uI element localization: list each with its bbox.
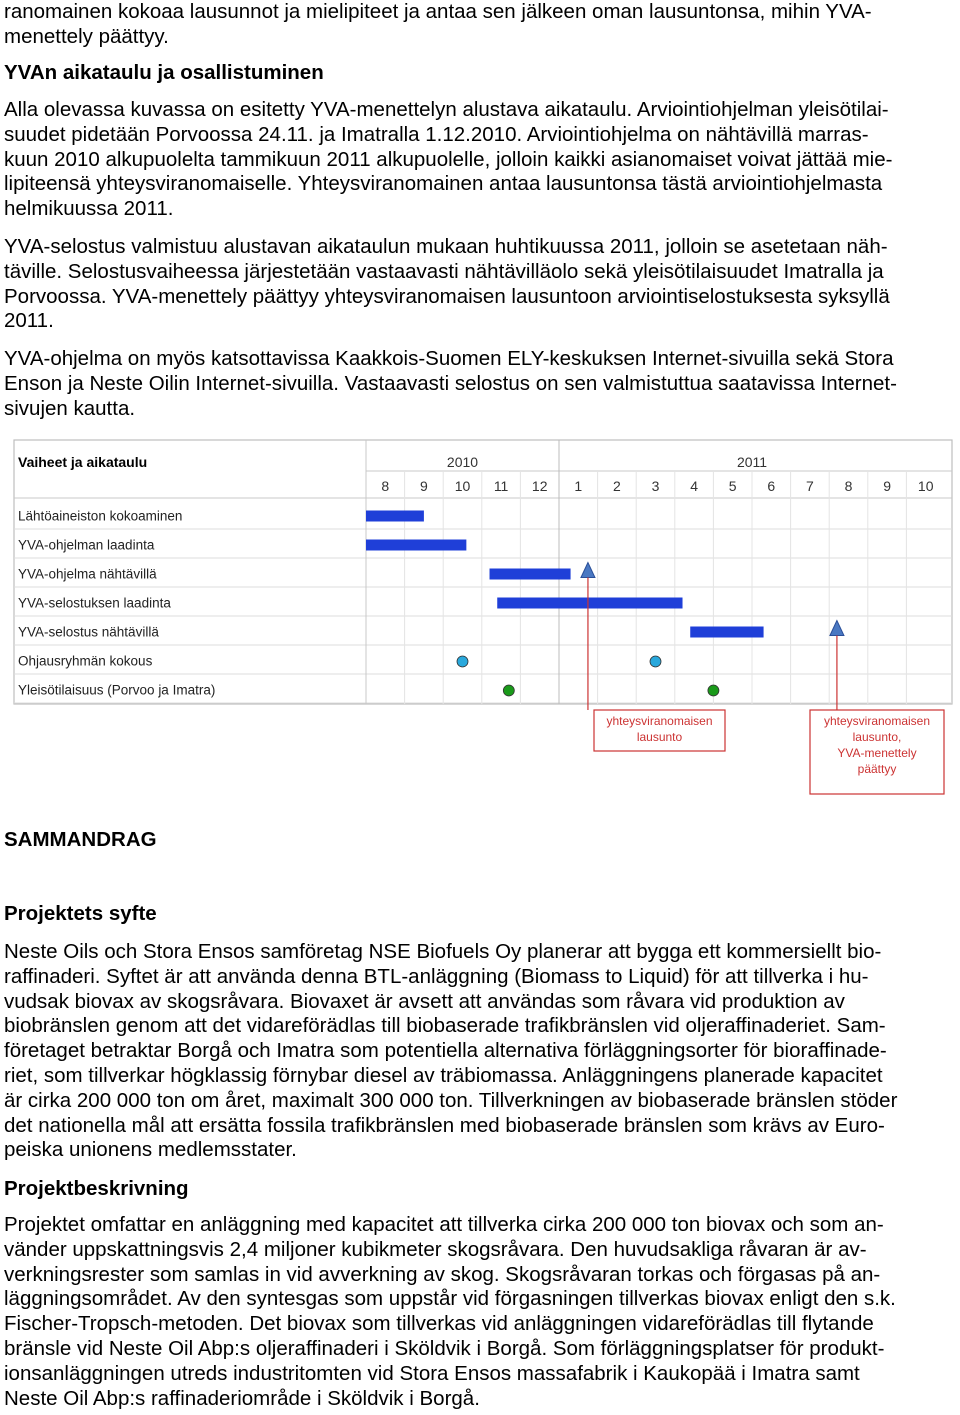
- public-event-marker: [708, 685, 719, 696]
- row-label: YVA-ohjelman laadinta: [18, 537, 155, 553]
- year-label: 2011: [736, 454, 768, 470]
- text-line: Neste Oil Abp:s raffinaderiområde i Sköldvik i Borgå.: [4, 1386, 480, 1410]
- text-line: ranomainen kokoaa lausunnot ja mielipiteet ja antaa sen jälkeen oman lausuntonsa, mihin YVA-: [4, 0, 872, 23]
- month-tick-label: 9: [420, 478, 428, 494]
- text-line: företaget betraktar Borgå och Imatra som potentiella alternativa förläggningsorter för bioraffinade-: [4, 1039, 887, 1063]
- month-tick-label: 10: [917, 478, 934, 494]
- month-tick-label: 7: [806, 478, 814, 494]
- month-tick-label: 8: [844, 478, 853, 494]
- month-tick-label: 4: [690, 478, 698, 494]
- row-label: Lähtöaineiston kokoaminen: [18, 508, 183, 524]
- text-line: riet, som tillverkar högklassig förnybar diesel av träbiomassa. Anläggningens planerade kapacitet: [4, 1063, 883, 1087]
- text-line: YVA-ohjelma on myös katsottavissa Kaakkois-Suomen ELY-keskuksen Internet-sivuilla sekä Stora: [4, 347, 894, 370]
- month-tick-label: 11: [493, 478, 509, 494]
- schedule-paragraph-2: [4, 235, 956, 334]
- text-line: raffinaderi. Syftet är att använda denna BTL-anläggning (Biomass to Liquid) för att tillverka i hu-: [4, 964, 869, 988]
- text-line: helmikuussa 2011.: [4, 197, 174, 221]
- description-paragraph: [4, 1213, 956, 1411]
- month-tick-label: 6: [767, 478, 776, 494]
- row-label: YVA-selostuksen laadinta: [18, 595, 171, 611]
- text-line: sivujen kautta.: [4, 396, 136, 420]
- text-line: biobränslen genom att det vidareförädlas till biobaserade trafikbränslen vid oljeraffinaderiet. Sam-: [4, 1014, 886, 1038]
- text-line: täville. Selostusvaiheessa järjestetään vastaavasti nähtävilläolo sekä yleisötilaisuudet Imatralla ja: [4, 259, 884, 283]
- schedule-bar: [366, 540, 466, 551]
- text-line: Projektet omfattar en anläggning med kapacitet att tillverka cirka 200 000 ton biovax och som an-: [4, 1213, 884, 1236]
- row-label: YVA-selostus nähtävillä: [18, 624, 159, 640]
- year-label: 2010: [446, 454, 479, 470]
- callout-text: yhteysviranomaisen: [606, 714, 713, 728]
- schedule-bar: [490, 569, 571, 580]
- callout-text: yhteysviranomaisen: [823, 714, 931, 728]
- text-line: bränsle vid Neste Oil Abp:s oljeraffinaderi i Sköldvik i Borgå. Som förläggningsplatser för produkt-: [4, 1336, 885, 1360]
- text-line: Neste Oils och Stora Ensos samföretag NSE Biofuels Oy planerar att bygga ett kommersiellt bio-: [4, 940, 882, 963]
- text-line: 2011.: [4, 309, 54, 333]
- text-line: lipiteensä yhteysviranomaiselle. Yhteysviranomainen antaa lausuntonsa tästä arviointiohjelmasta: [4, 172, 883, 196]
- text-line: menettely päättyy.: [4, 24, 169, 48]
- text-line: det nationella mål att ersätta fossila trafikbränslen med biobaserade bränslen som krävs av Euro-: [4, 1113, 885, 1137]
- text-line: Alla olevassa kuvassa on esitetty YVA-menettelyn alustava aikataulu. Arviointiohjelman yleisötilai-: [4, 98, 889, 121]
- row-label: YVA-ohjelma nähtävillä: [18, 566, 157, 582]
- callout-text: lausunto: [636, 730, 683, 744]
- text-line: är cirka 200 000 ton om året, maximalt 300 000 ton. Tillverkningen av biobaserade bränslen stöder: [4, 1088, 898, 1112]
- text-line: YVA-selostus valmistuu alustavan aikataulun mukaan huhtikuussa 2011, jolloin se asetetaan näh-: [4, 235, 888, 258]
- schedule-bar: [366, 511, 424, 522]
- text-line: vudsak biovax av skogsråvara. Biovaxet är avsett att användas som råvara vid produktion av: [4, 989, 845, 1013]
- callout-text: päättyy: [857, 762, 897, 776]
- schedule-paragraph-1: [4, 98, 956, 222]
- month-tick-label: 10: [454, 478, 471, 494]
- text-line: verkningsrester som samlas in vid avverkning av skog. Skogsråvaran torkas och förgasas på an-: [4, 1262, 881, 1286]
- schedule-gantt-chart: [0, 432, 960, 807]
- purpose-paragraph: [4, 940, 956, 1163]
- purpose-heading: Projektets syfte: [4, 902, 157, 925]
- month-tick-label: 2: [613, 478, 621, 494]
- text-line: suudet pidetään Porvoossa 24.11. ja Imatralla 1.12.2010. Arviointiohjelma on nähtävillä marras-: [4, 122, 869, 146]
- month-tick-label: 9: [883, 478, 891, 494]
- text-line: läggningsområdet. Av den syntesgas som uppstår vid förgasningen tillverkas biovax enligt den s.k.: [4, 1287, 896, 1311]
- text-line: Fischer-Tropsch-metoden. Det biovax som tillverkas vid anläggningen vidareförädlas till flytande: [4, 1312, 874, 1336]
- month-tick-label: 1: [574, 478, 583, 494]
- callout-text: lausunto,: [852, 730, 902, 744]
- schedule-paragraph-3: [4, 347, 956, 421]
- steering-meeting-marker: [457, 656, 468, 667]
- month-tick-label: 8: [381, 478, 390, 494]
- text-line: ionsanläggningen utreds industritomten vid Stora Ensos massafabrik i Kaukopää i Imatra samt: [4, 1361, 860, 1385]
- callout-text: YVA-menettely: [837, 746, 917, 760]
- intro-paragraph: [4, 0, 956, 50]
- month-tick-label: 5: [728, 478, 737, 494]
- schedule-bar: [690, 627, 763, 638]
- row-label: Ohjausryhmän kokous: [18, 653, 153, 669]
- summary-heading: SAMMANDRAG: [4, 828, 157, 851]
- month-tick-label: 12: [531, 478, 548, 494]
- chart-title: Vaiheet ja aikataulu: [18, 454, 148, 470]
- text-line: kuun 2010 alkupuolelta tammikuun 2011 alkupuolelle, jolloin kaikki asianomaiset voivat jättää mie-: [4, 147, 893, 171]
- schedule-heading: YVAn aikataulu ja osallistuminen: [4, 61, 324, 84]
- schedule-bar: [497, 598, 682, 609]
- steering-meeting-marker: [650, 656, 661, 667]
- text-line: vänder uppskattningsvis 2,4 miljoner kubikmeter skogsråvara. Den huvudsakliga råvaran är av-: [4, 1237, 867, 1261]
- description-heading: Projektbeskrivning: [4, 1177, 189, 1200]
- text-line: Porvoossa. YVA-menettely päättyy yhteysviranomaisen lausuntoon arviointiselostuksesta syksyllä: [4, 284, 890, 308]
- text-line: Enson ja Neste Oilin Internet-sivuilla. Vastaavasti selostus on sen valmistuttua saatavissa Internet-: [4, 371, 897, 395]
- month-tick-label: 3: [651, 478, 660, 494]
- text-line: peiska unionens medlemsstater.: [4, 1138, 297, 1162]
- row-label: Yleisötilaisuus (Porvoo ja Imatra): [18, 682, 216, 698]
- public-event-marker: [503, 685, 514, 696]
